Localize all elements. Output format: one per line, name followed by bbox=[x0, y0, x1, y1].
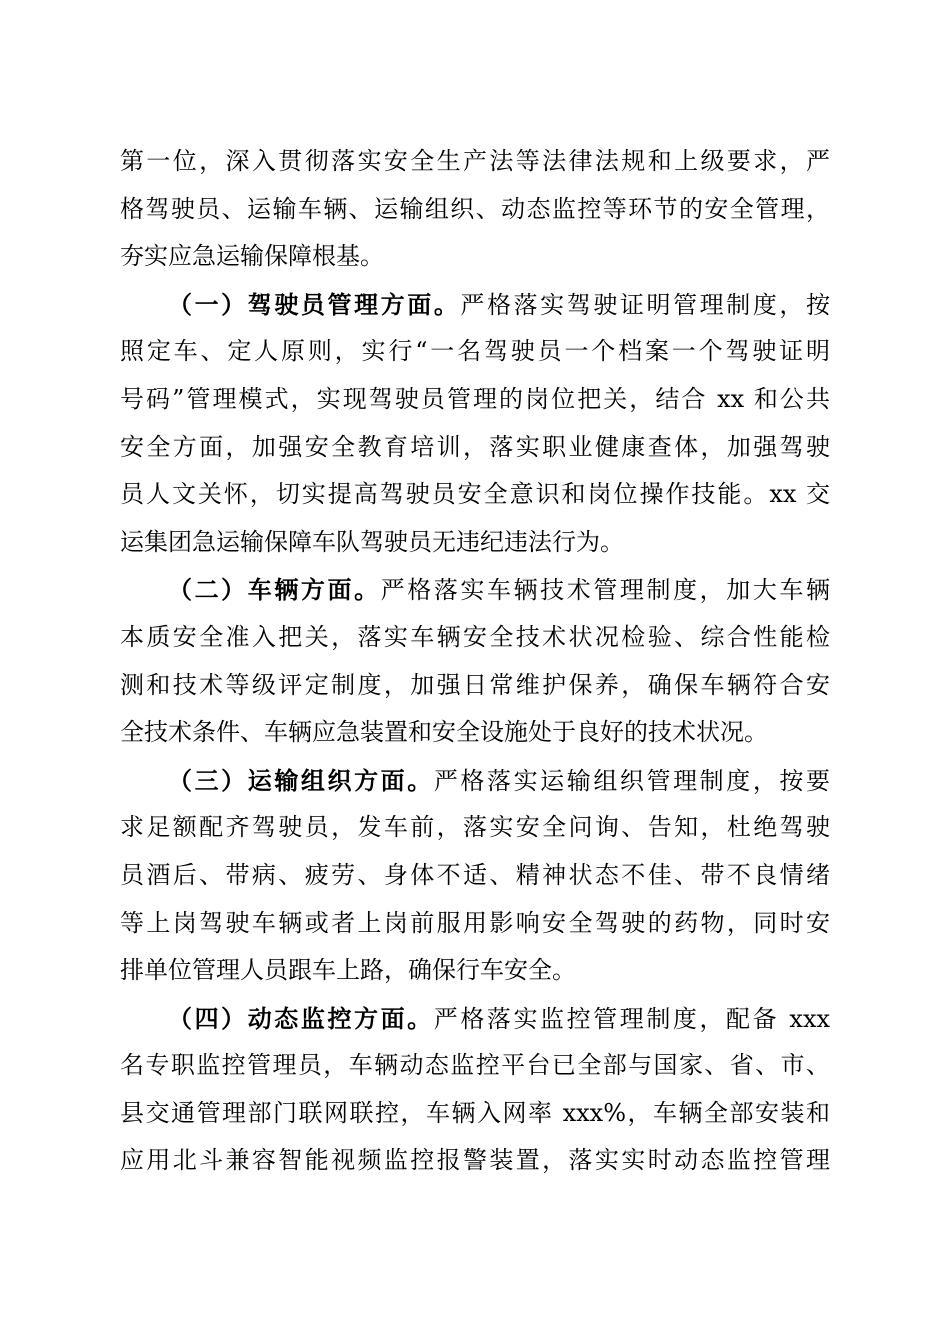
text-line bbox=[120, 757, 830, 805]
text-line: 全技术条件、车辆应急装置和安全设施处于良好的技术状况。 bbox=[120, 718, 768, 747]
text-line: 排单位管理人员跟车上路，确保行车安全。 bbox=[120, 956, 576, 985]
section-heading: （二）车辆方面。 bbox=[168, 575, 381, 605]
paragraph-intro bbox=[120, 138, 830, 281]
text-line: 第一位，深入贯彻落实安全生产法等法律法规和上级要求，严 bbox=[120, 147, 830, 175]
text-line bbox=[120, 566, 830, 614]
text-span: 严格落实运输组织管理制度，按要 bbox=[433, 766, 831, 795]
document-page bbox=[120, 138, 830, 1185]
paragraph-driver-management bbox=[120, 281, 830, 567]
text-line: 本质安全准入把关，落实车辆安全技术状况检验、综合性能检 bbox=[120, 622, 830, 651]
text-line: 员酒后、带病、疲劳、身体不适、精神状态不佳、带不良情绪 bbox=[120, 860, 830, 889]
paragraph-transport-organization bbox=[120, 757, 830, 995]
text-line: 应用北斗兼容智能视频监控报警装置，落实实时动态监控管理 bbox=[120, 1146, 830, 1175]
text-span: 严格落实监控管理制度，配备 xxx bbox=[433, 1004, 831, 1033]
paragraph-vehicles bbox=[120, 566, 830, 756]
text-line: 安全方面，加强安全教育培训，落实职业健康查体，加强驾驶 bbox=[120, 432, 830, 461]
text-line bbox=[120, 995, 830, 1043]
section-heading: （三）运输组织方面。 bbox=[168, 765, 434, 795]
text-line bbox=[120, 281, 830, 329]
text-line: 夯实应急运输保障根基。 bbox=[120, 242, 384, 271]
text-line: 格驾驶员、运输车辆、运输组织、动态监控等环节的安全管理， bbox=[120, 194, 830, 223]
text-line: 县交通管理部门联网联控，车辆入网率 xxx%，车辆全部安装和 bbox=[120, 1098, 830, 1127]
text-line: 测和技术等级评定制度，加强日常维护保养，确保车辆符合安 bbox=[120, 670, 830, 699]
text-line: 运集团急运输保障车队驾驶员无违纪违法行为。 bbox=[120, 527, 624, 556]
text-line: 名专职监控管理员，车辆动态监控平台已全部与国家、省、市、 bbox=[120, 1051, 830, 1080]
text-line: 号码”管理模式，实现驾驶员管理的岗位把关，结合 xx 和公共 bbox=[120, 384, 830, 413]
text-line: 求足额配齐驾驶员，发车前，落实安全问询、告知，杜绝驾驶 bbox=[120, 813, 830, 842]
text-line: 等上岗驾驶车辆或者上岗前服用影响安全驾驶的药物，同时安 bbox=[120, 908, 830, 937]
text-span: 严格落实车辆技术管理制度，加大车辆 bbox=[380, 576, 831, 605]
text-line: 员人文关怀，切实提高驾驶员安全意识和岗位操作技能。xx 交 bbox=[120, 480, 830, 509]
text-span: 严格落实驾驶证明管理制度，按 bbox=[460, 290, 831, 319]
section-heading: （一）驾驶员管理方面。 bbox=[168, 289, 461, 319]
paragraph-dynamic-monitoring bbox=[120, 995, 830, 1185]
section-heading: （四）动态监控方面。 bbox=[168, 1003, 434, 1033]
text-line: 照定车、定人原则，实行“一名驾驶员一个档案一个驾驶证明 bbox=[120, 337, 830, 366]
